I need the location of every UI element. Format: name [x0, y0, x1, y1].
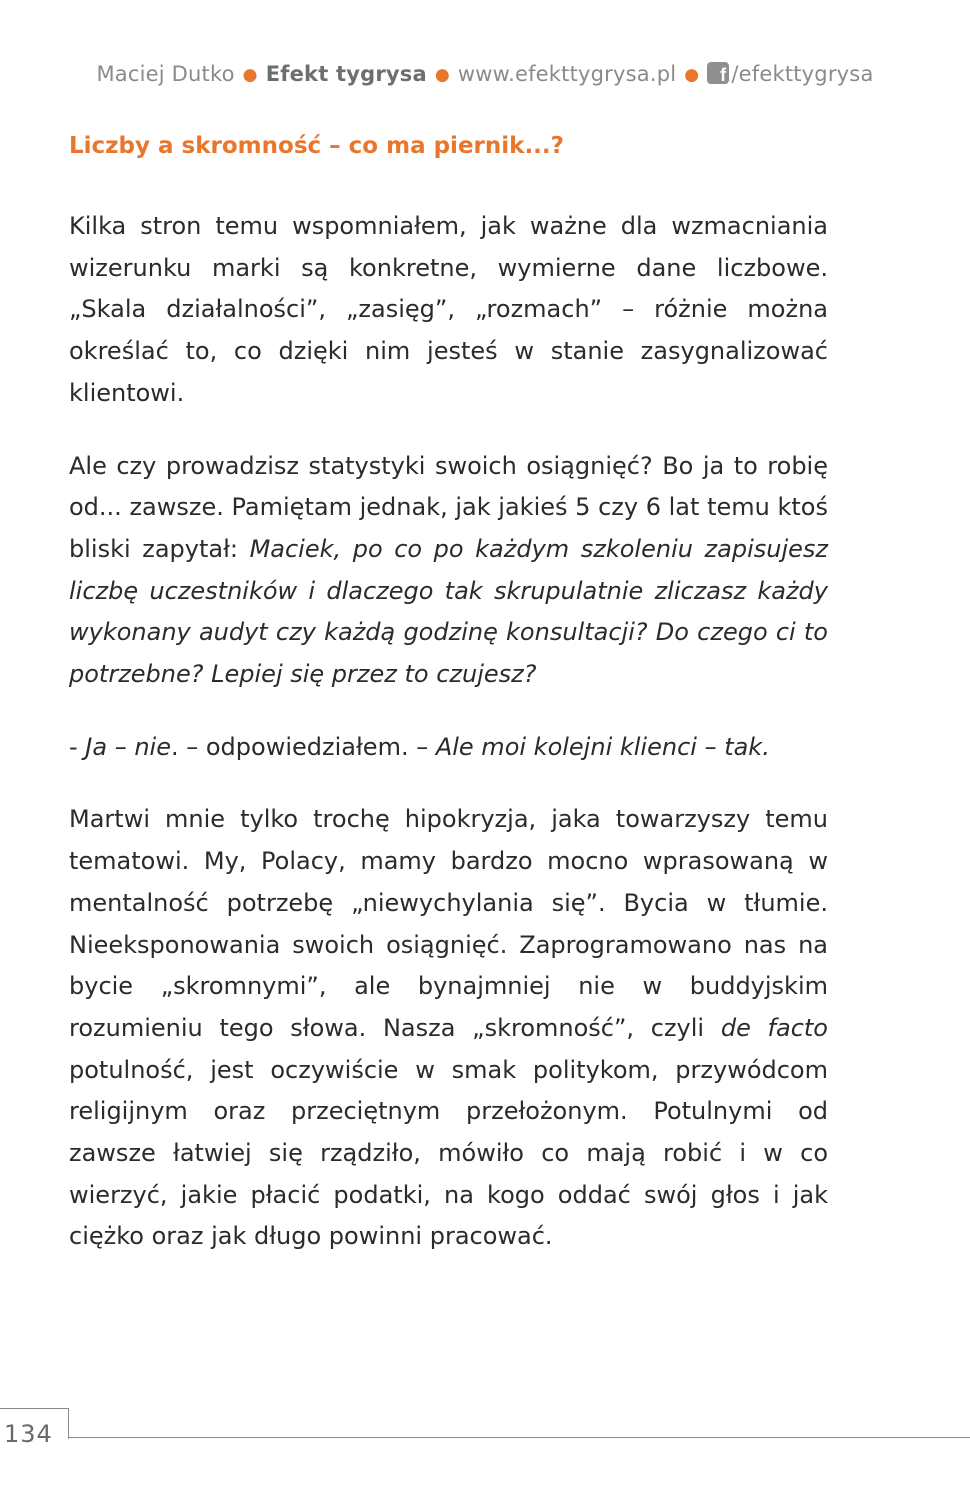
page-content: [69, 128, 828, 1289]
paragraph-2-quote: Maciek, po co po każdym szkoleniu zapisujesz liczbę uczestników i dlaczego tak skrupulatnie zliczasz każdy wykonany audyt czy każdą godzinę konsultacji? Do czego ci to potrzebne? Lepiej się przez to czujesz?: [69, 534, 828, 689]
paragraph-2: [69, 446, 828, 696]
section-title: Liczby a skromność – co ma piernik...?: [69, 133, 564, 159]
paragraph-3: [69, 727, 828, 769]
paragraph-1: Kilka stron temu wspomniałem, jak ważne dla wzmacniania wizerunku marki są konkretne, wymierne dane liczbowe. „Skala działalności”, „zasięg”, „rozmach” – różnie można określać to, co dzięki nim jesteś w stanie zasygnalizować klientowi.: [69, 212, 828, 407]
separator-dot-icon: ●: [434, 65, 450, 85]
facebook-icon: [707, 62, 729, 84]
paragraph-4-text: Martwi mnie tylko trochę hipokryzja, jaka towarzyszy temu tematowi. My, Polacy, mamy bardzo mocno wprasowaną w mentalność potrzebę „niewychylania się”. Bycia w tłumie. Nieeksponowania swoich osiągnięć. Zaprogramowano nas na bycie „skromnymi”, ale bynajmniej nie w buddyjskim rozumieniu tego słowa. Nasza „skromność”, czyli: [69, 805, 828, 1042]
separator-dot-icon: ●: [684, 65, 700, 85]
paragraph-4-tail: potulność, jest oczywiście w smak politykom, przywódcom religijnym oraz przeciętnym przełożonym. Potulnymi od zawsze łatwiej się rządziło, mówiło co mają robić i w co wierzyć, jakie płacić podatki, na kogo oddać swój głos i jak ciężko oraz jak długo powinni pracować.: [69, 1055, 828, 1251]
header-facebook-handle: /efekttygrysa: [731, 62, 874, 86]
paragraph-3-text: . – odpowiedziałem. –: [170, 732, 436, 761]
paragraph-4: [69, 799, 828, 1258]
separator-dot-icon: ●: [242, 65, 258, 85]
paragraph-3-dash: -: [69, 732, 86, 761]
header-book-title: Efekt tygrysa: [265, 62, 427, 86]
paragraph-3-quote-1: Ja – nie: [85, 732, 171, 761]
footer-rule: [68, 1437, 970, 1438]
paragraph-2-text: Ale czy prowadzisz statystyki swoich osiągnięć? Bo ja to robię od... zawsze. Pamiętam jednak, jak jakieś 5 czy 6 lat temu ktoś bliski zapytał:: [69, 451, 828, 563]
header-author: Maciej Dutko: [96, 62, 235, 86]
page-number: 134: [4, 1420, 53, 1448]
paragraph-4-italic: de facto: [720, 1013, 828, 1042]
paragraph-3-quote-2: Ale moi kolejni klienci – tak.: [435, 732, 770, 761]
header-website: www.efekttygrysa.pl: [457, 62, 677, 86]
running-header: [0, 62, 970, 86]
